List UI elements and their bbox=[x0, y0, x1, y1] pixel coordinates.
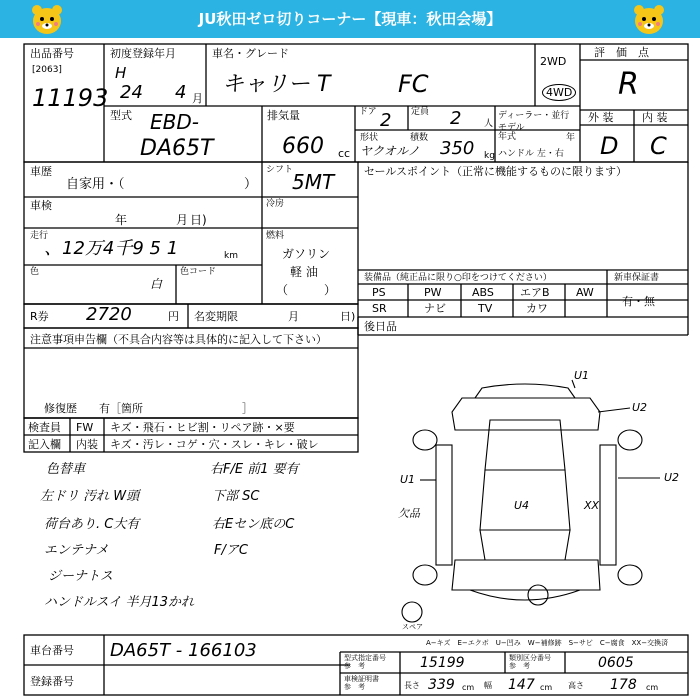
repair-label: 修復歴 有［箇所 ］ bbox=[44, 402, 253, 415]
car-name-value: キャリー T bbox=[222, 72, 331, 97]
width-value: 147 bbox=[508, 677, 535, 693]
width-label: 幅 bbox=[484, 681, 492, 690]
equip-navi: ナビ bbox=[424, 302, 446, 315]
inner-label: 内装 bbox=[76, 438, 98, 451]
note-left-5: ジーナトス bbox=[48, 569, 113, 584]
equipment-label: 装備品（純正品に限り○印をつけてください） bbox=[364, 273, 552, 283]
fuel-paren: （ ） bbox=[276, 283, 337, 297]
recycle-label: R券 bbox=[30, 310, 49, 323]
dealer-label: ディーラー・並行 bbox=[498, 111, 570, 121]
mileage-value: 、12万4千9 5 1 bbox=[44, 238, 179, 259]
rating-label: 評 価 点 bbox=[594, 46, 649, 59]
width-unit: cm bbox=[540, 683, 553, 692]
note-right-2: 下部 SC bbox=[212, 489, 260, 504]
km-unit: km bbox=[224, 251, 238, 261]
chassis-label: 車台番号 bbox=[30, 644, 74, 657]
shift-label: シフト bbox=[266, 165, 294, 175]
first-reg-label: 初度登録年月 bbox=[110, 47, 176, 60]
chassis-value: DA65T - 166103 bbox=[110, 640, 257, 661]
capacity-value: 2 bbox=[450, 108, 462, 129]
entry-label: 記入欄 bbox=[28, 438, 61, 451]
interior-label: 内 装 bbox=[642, 111, 668, 124]
inspector-label: 検査員 bbox=[28, 421, 61, 434]
legend: A−キズ E−エクボ U−凹み W−補修跡 S−サビ C−腐食 XX−交換済 bbox=[426, 639, 669, 647]
fuel-gas: ガソリン bbox=[282, 247, 331, 261]
note-left-3: 荷台あり. C大有 bbox=[44, 517, 140, 532]
height-value: 178 bbox=[610, 677, 637, 693]
color-label: 色 bbox=[30, 267, 40, 277]
equip-aw: AW bbox=[576, 286, 594, 299]
drive-2wd: 2WD bbox=[540, 55, 567, 68]
length-unit: cm bbox=[462, 683, 475, 692]
lot-sub-label: [2063] bbox=[32, 65, 62, 75]
diag-mark-u1-top: U1 bbox=[574, 369, 590, 382]
rear-eye-label: 後日品 bbox=[364, 320, 397, 333]
fw-label: FW bbox=[76, 421, 94, 434]
shape-value: ヤクオルノ bbox=[360, 144, 420, 158]
diag-mark-u4: U4 bbox=[514, 499, 530, 512]
exterior-label: 外 装 bbox=[588, 111, 614, 124]
shift-value: 5MT bbox=[292, 170, 335, 194]
height-unit: cm bbox=[646, 683, 659, 692]
yen-unit: 円 bbox=[168, 310, 179, 323]
handle-label: ハンドル 左・右 bbox=[498, 149, 564, 159]
diag-mark-u2-top: U2 bbox=[632, 401, 648, 414]
drive-4wd: 4WD bbox=[542, 84, 576, 101]
history-close: ） bbox=[244, 177, 258, 192]
lot-no-label: 出品番号 bbox=[30, 47, 74, 60]
warranty-label: 新車保証書 bbox=[614, 273, 660, 283]
equip-tv: TV bbox=[478, 302, 493, 315]
rating-value: R bbox=[618, 67, 639, 102]
sales-point-label: セールスポイント（正常に機能するものに限ります） bbox=[364, 165, 628, 178]
lot-no-value: 11193 bbox=[32, 84, 109, 112]
door-value: 2 bbox=[380, 110, 392, 131]
type-cert-label: 型式指定番号 参 考 bbox=[344, 654, 386, 670]
model-label: 型式 bbox=[110, 109, 132, 122]
person-unit: 人 bbox=[484, 119, 494, 129]
class-no-label: 類別区分番号 参 考 bbox=[509, 654, 551, 670]
displacement-value: 660 bbox=[282, 134, 324, 159]
inspection-year: 年 bbox=[115, 213, 128, 227]
grade-value: FC bbox=[398, 70, 429, 98]
recycle-value: 2720 bbox=[86, 304, 132, 325]
history-value: 自家用・（ bbox=[66, 177, 125, 192]
fuel-label: 燃料 bbox=[266, 231, 285, 241]
inspection-label: 車検 bbox=[30, 199, 52, 212]
class-no-value: 0605 bbox=[598, 655, 634, 671]
equip-pw: PW bbox=[424, 286, 442, 299]
model-value-2: DA65T bbox=[140, 136, 214, 161]
color-value: 白 bbox=[150, 277, 163, 291]
note-right-4: F/アC bbox=[214, 543, 248, 558]
notes-header: 注意事項申告欄（不具合内容等は具体的に記入して下さい） bbox=[30, 333, 327, 346]
reg-year: 24 bbox=[120, 82, 143, 103]
equip-abs: ABS bbox=[472, 286, 494, 299]
inspection-day: 日) bbox=[190, 213, 207, 227]
interior-value: C bbox=[650, 132, 667, 160]
load-label: 積数 bbox=[410, 133, 429, 143]
mileage-label: 走行 bbox=[30, 231, 49, 241]
cc-unit: cc bbox=[338, 147, 351, 160]
load-value: 350 bbox=[440, 138, 475, 159]
displacement-label: 排気量 bbox=[267, 109, 300, 122]
door-label: ドア bbox=[359, 107, 377, 117]
equip-leather: カワ bbox=[526, 302, 548, 315]
kg-unit: kg bbox=[484, 151, 495, 161]
color-code-label: 色コード bbox=[180, 267, 217, 277]
equip-airbag: エアB bbox=[520, 286, 550, 299]
cooling-label: 冷房 bbox=[266, 199, 285, 209]
warranty-value: 有・無 bbox=[622, 295, 655, 308]
reg-month-unit: 月 bbox=[192, 92, 203, 105]
spare-label: スペア bbox=[402, 623, 423, 631]
diag-mark-u1-left: U1 bbox=[400, 473, 416, 486]
note-left-1: 色替車 bbox=[46, 462, 86, 477]
car-diagram bbox=[402, 380, 660, 622]
note-left-2: 左ドリ 汚れ W頭 bbox=[40, 489, 140, 504]
length-value: 339 bbox=[428, 677, 455, 693]
name-change-month: 月 bbox=[288, 310, 299, 323]
diag-mark-missing: 欠品 bbox=[398, 507, 420, 520]
reg-month: 4 bbox=[175, 82, 187, 103]
note-left-6: ハンドルスイ 半月13かれ bbox=[44, 595, 195, 610]
length-label: 長さ bbox=[404, 681, 420, 690]
capacity-label: 定員 bbox=[411, 107, 430, 117]
model-value-1: EBD- bbox=[150, 110, 199, 134]
cert-label: 車検証明書 参 考 bbox=[344, 675, 379, 691]
reg-era: H bbox=[115, 64, 127, 82]
shape-label: 形状 bbox=[360, 133, 379, 143]
page-title: JU秋田ゼロ切りコーナー【現車：秋田会場】 bbox=[198, 10, 502, 28]
equip-ps: PS bbox=[372, 286, 386, 299]
history-label: 車歴 bbox=[30, 165, 52, 178]
note-right-3: 右Eセン底のC bbox=[212, 517, 295, 532]
reg-no-label: 登録番号 bbox=[30, 675, 74, 688]
fuel-diesel: 軽 油 bbox=[290, 265, 318, 279]
exterior-value: D bbox=[600, 132, 619, 160]
type-cert-value: 15199 bbox=[420, 655, 465, 671]
diag-mark-u2-right: U2 bbox=[664, 471, 680, 484]
inner-items: キズ・汚レ・コゲ・穴・スレ・キレ・破レ bbox=[110, 438, 319, 451]
fw-items: キズ・飛石・ヒビ割・リペア跡・×要 bbox=[110, 421, 295, 434]
diag-mark-xx: XX bbox=[584, 499, 600, 512]
name-change-label: 名変期限 bbox=[194, 310, 238, 323]
year-unit: 年 bbox=[566, 133, 576, 143]
car-name-label: 車名・グレード bbox=[212, 47, 289, 60]
note-right-1: 右F/E 前1 要有 bbox=[210, 462, 299, 477]
name-change-day: 日) bbox=[340, 310, 356, 323]
equip-sr: SR bbox=[372, 302, 387, 315]
height-label: 高さ bbox=[568, 681, 584, 690]
model-year-label: モデル 年式 bbox=[498, 123, 525, 143]
note-left-4: エンテナメ bbox=[44, 543, 109, 558]
inspection-month: 月 bbox=[176, 213, 189, 227]
